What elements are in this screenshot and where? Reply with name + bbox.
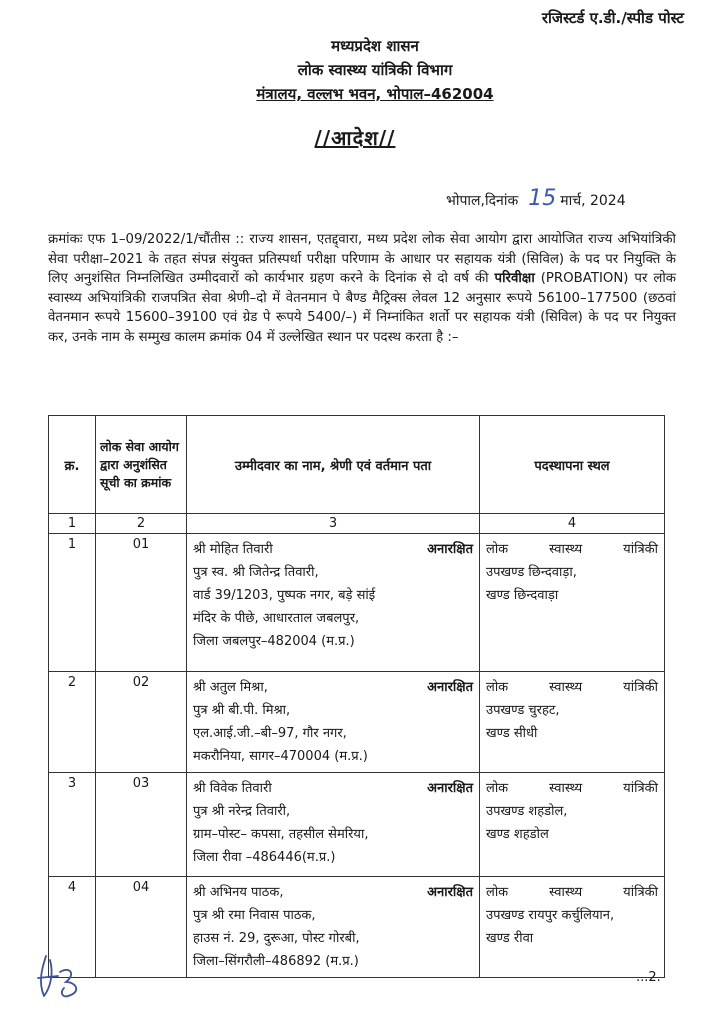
posting-line: उपखण्ड रायपुर कर्चुलियान, (486, 908, 615, 923)
row-candidate (187, 672, 480, 773)
table-row (49, 773, 665, 877)
candidate-name-line (193, 538, 473, 561)
candidate-category: अनारक्षित (427, 781, 473, 796)
address-line: हाउस नं. 29, दुरूआ, पोस्ट गोरबी, (193, 931, 360, 946)
row-serial (49, 534, 96, 672)
col-number: 1 (49, 514, 96, 534)
serial-value: 1 (67, 537, 77, 552)
serial-value: 4 (67, 880, 77, 895)
row-posting-place (480, 672, 665, 773)
row-serial (49, 672, 96, 773)
list-number-value: 02 (132, 675, 150, 690)
row-candidate (187, 534, 480, 672)
list-number-value: 03 (132, 776, 150, 791)
table-row (49, 672, 665, 773)
address-line: मंदिर के पीछे, आधारताल जबलपुर, (193, 611, 360, 626)
probation-term: परिवीक्षा (494, 271, 535, 287)
candidate-name: श्री विवेक तिवारी (193, 781, 272, 796)
row-list-number (96, 534, 187, 672)
row-posting-place (480, 773, 665, 877)
serial-value: 3 (67, 776, 77, 791)
address-line: पुत्र श्री रमा निवास पाठक, (193, 908, 316, 923)
letterhead-government: मध्यप्रदेश शासन (331, 37, 419, 55)
address-line: ग्राम–पोस्ट– कपसा, तहसील सेमरिया, (193, 827, 369, 842)
address-line: एल.आई.जी.–बी–97, गौर नगर, (193, 726, 347, 741)
candidate-name-line (193, 676, 473, 699)
row-posting-place (480, 877, 665, 978)
col-number: 4 (480, 514, 665, 534)
row-list-number (96, 877, 187, 978)
posting-line: उपखण्ड चुरहट, (486, 703, 560, 718)
posting-line: लोक स्वास्थ्य यांत्रिकी (486, 781, 658, 796)
posting-line: खण्ड शहडोल (486, 827, 549, 842)
header-posting-place: पदस्थापना स्थल (480, 416, 665, 514)
row-list-number (96, 773, 187, 877)
col-number: 2 (96, 514, 187, 534)
posting-line: लोक स्वास्थ्य यांत्रिकी (486, 680, 658, 695)
letterhead-address: मंत्रालय, वल्लभ भवन, भोपाल–462004 (256, 85, 494, 103)
address-line: पुत्र श्री नरेन्द्र तिवारी, (193, 804, 291, 819)
candidate-name-line (193, 881, 473, 904)
candidate-category: अनारक्षित (427, 885, 473, 900)
row-serial (49, 773, 96, 877)
order-title (0, 124, 720, 151)
address-line: जिला–सिंगरौली–486892 (म.प्र.) (193, 954, 359, 969)
order-title-text: //आदेश// (314, 126, 396, 150)
candidate-name: श्री मोहित तिवारी (193, 542, 273, 557)
date-day-handwritten: 15 (528, 186, 557, 211)
table-column-number-row (49, 514, 665, 534)
posting-line: लोक स्वास्थ्य यांत्रिकी (486, 542, 658, 557)
appointment-table (48, 415, 665, 978)
candidate-name-line (193, 777, 473, 800)
address-line: पुत्र स्व. श्री जितेन्द्र तिवारी, (193, 565, 319, 580)
date-line (446, 186, 626, 211)
letterhead (0, 34, 720, 106)
order-body-part2: (PROBATION) पर लोक स्वास्थ्य अभियांत्रिकी राजपत्रित सेवा श्रेणी–दो में वेतनमान पे बैण्ड मैट्रिक्स लेवल 12 अनुसार रूपये 56100–177500 (छठवां वेतनमान रूपये 15600–39100 एवं ग्रेड पे रूपये 5400/–) में निम्नांकित शर्तो पर सहायक यंत्री (सिविल) के पद पर नियुक्त कर, उनके नाम के सम्मुख कालम क्रमांक 04 में उल्लेखित स्थान पर पदस्थ करता है :– (48, 271, 677, 345)
address-line: मकरौनिया, सागर–470004 (म.प्र.) (193, 749, 368, 764)
serial-value: 2 (67, 675, 77, 690)
table-row (49, 877, 665, 978)
order-body-part1: क्रमांकः एफ 1–09/2022/1/चौंतीस :: राज्य शासन, एतद्द्वारा, मध्य प्रदेश लोक सेवा आयोग द्वारा आयोजित राज्य अभियांत्रिकी सेवा परीक्षा–2021 के तहत संपन्न संयुक्त प्रतिस्पर्धा परीक्षा परिणाम के आधार पर सहायक यंत्री (सिविल) के पद पर नियुक्ति के लिए अनुशंसित निम्नलिखित उम्मीदवारों को कार्यभार ग्रहण करने के दिनांक से दो वर्ष की (48, 232, 676, 287)
order-body (48, 230, 676, 348)
row-posting-place (480, 534, 665, 672)
date-month-year: मार्च, 2024 (560, 193, 626, 209)
posting-line: खण्ड छिन्दवाड़ा (486, 588, 559, 603)
list-number-value: 04 (132, 880, 150, 895)
posting-line: लोक स्वास्थ्य यांत्रिकी (486, 885, 658, 900)
row-candidate (187, 877, 480, 978)
col-number: 3 (187, 514, 480, 534)
candidate-category: अनारक्षित (427, 680, 473, 695)
posting-line: खण्ड सीधी (486, 726, 538, 741)
row-candidate (187, 773, 480, 877)
signature-initials-icon (32, 952, 92, 1004)
posting-line: खण्ड रीवा (486, 931, 534, 946)
address-line: जिला रीवा –486446(म.प्र.) (193, 850, 336, 865)
header-candidate: उम्मीदवार का नाम, श्रेणी एवं वर्तमान पता (187, 416, 480, 514)
page-indicator: ...2. (636, 970, 661, 985)
row-list-number (96, 672, 187, 773)
posting-line: उपखण्ड छिन्दवाड़ा, (486, 565, 577, 580)
address-line: जिला जबलपुर–482004 (म.प्र.) (193, 634, 355, 649)
date-prefix: भोपाल,दिनांक (446, 193, 519, 209)
header-serial: क्र. (49, 416, 96, 514)
header-list-number: लोक सेवा आयोग द्वारा अनुशंसित सूची का क्रमांक (96, 416, 187, 514)
candidate-name: श्री अभिनय पाठक, (193, 885, 284, 900)
candidate-category: अनारक्षित (427, 542, 473, 557)
list-number-value: 01 (132, 537, 150, 552)
address-line: वार्ड 39/1203, पुष्पक नगर, बड़े सांई (193, 588, 376, 603)
posting-line: उपखण्ड शहडोल, (486, 804, 568, 819)
letterhead-department: लोक स्वास्थ्य यांत्रिकी विभाग (297, 61, 453, 79)
registered-post-label: रजिस्टर्ड ए.डी./स्पीड पोस्ट (541, 9, 684, 27)
address-line: पुत्र श्री बी.पी. मिश्रा, (193, 703, 291, 718)
table-row (49, 534, 665, 672)
table-header-row (49, 416, 665, 514)
candidate-name: श्री अतुल मिश्रा, (193, 680, 268, 695)
